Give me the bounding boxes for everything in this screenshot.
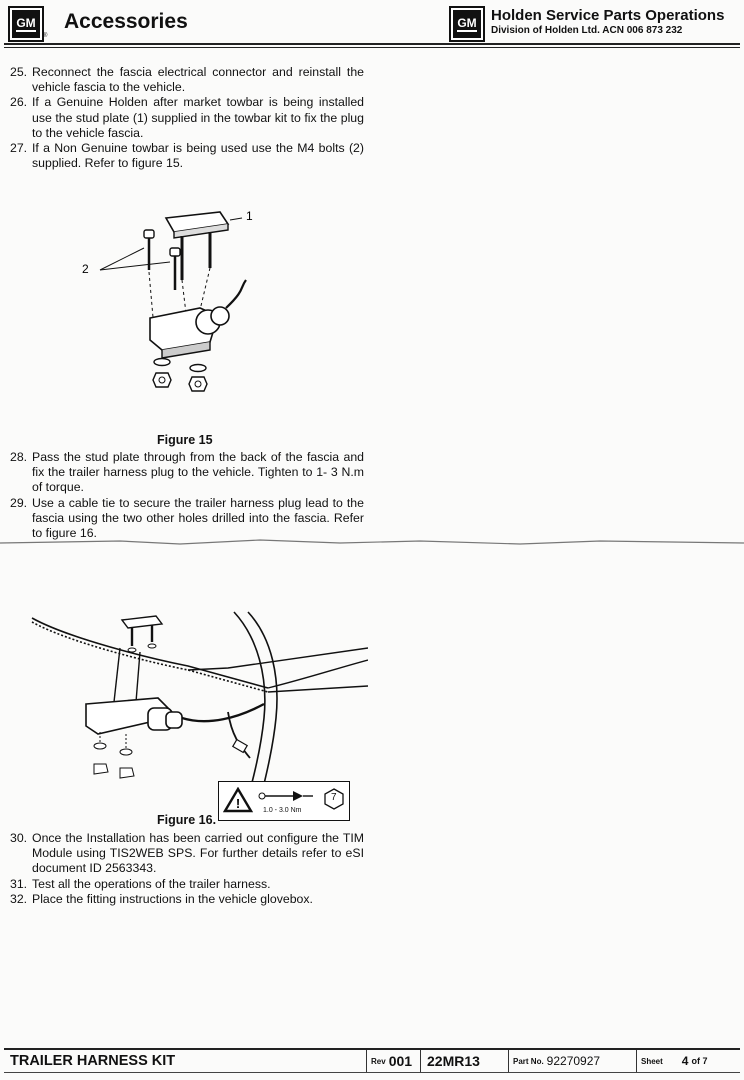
footer-bar — [4, 1048, 740, 1073]
step-31: 31. Test all the operations of the trailer harness. — [10, 876, 271, 891]
part-label: Part No. — [513, 1056, 544, 1066]
step-29: 29. Use a cable tie to secure the trailer harness plug lead to the fascia using the two other holes drilled into the fascia. Refer to figure 16. — [10, 495, 364, 541]
svg-text:!: ! — [235, 796, 241, 811]
org-subtitle: Division of Holden Ltd. ACN 006 873 232 — [491, 25, 683, 36]
footer-date: 22MR13 — [421, 1050, 509, 1072]
step-26: 26. If a Genuine Holden after market towbar is being installed use the stud plate (1) supplied in the towbar kit to fix the plug to the vehicle fascia. — [10, 95, 364, 140]
figure-15-caption: Figure 15 — [157, 433, 213, 447]
step-27: 27. If a Non Genuine towbar is being used use the M4 bolts (2) supplied. Refer to figure 15. — [10, 141, 364, 171]
paper-tear-line — [0, 537, 744, 547]
step-25: 25. Reconnect the fascia electrical connector and reinstall the vehicle fascia to the vehicle. — [10, 65, 364, 95]
page-title: Accessories — [64, 10, 188, 33]
rev-value: 001 — [388, 1053, 413, 1069]
socket-size: 7 — [331, 792, 337, 803]
footer-title: TRAILER HARNESS KIT — [4, 1050, 367, 1072]
rev-label: Rev — [371, 1056, 386, 1066]
gm-logo-right: GM — [449, 6, 485, 42]
step-30: 30. Once the Installation has been carried out configure the TIM Module using TIS2WEB SPS. For further details refer to eSI document ID 2563343. — [10, 831, 364, 876]
steps-group-b — [10, 450, 364, 541]
footer-rev — [367, 1050, 421, 1072]
steps-group-a — [10, 65, 364, 171]
header-rule-thin — [4, 47, 740, 48]
torque-warning-box — [218, 781, 350, 821]
callout-2: 2 — [82, 262, 89, 276]
sheet-value: 4 — [681, 1054, 689, 1068]
registered-mark: ® — [43, 33, 48, 39]
sheet-label: Sheet — [641, 1056, 663, 1066]
footer-part — [509, 1050, 637, 1072]
steps-group-c — [10, 831, 364, 907]
torque-spec: 1.0 - 3.0 Nm — [263, 807, 302, 814]
header-rule — [4, 43, 740, 45]
figure-16-caption: Figure 16. — [157, 813, 217, 827]
footer-sheet — [637, 1050, 736, 1072]
step-28: 28. Pass the stud plate through from the back of the fascia and fix the trailer harness plug to the vehicle. Tighten to 1- 3 N.m of torque. — [10, 450, 364, 495]
figure-15-illustration — [70, 190, 320, 400]
callout-1: 1 — [246, 209, 253, 223]
torque-screwdriver-icon — [257, 786, 317, 806]
gm-logo-left: GM — [8, 6, 44, 42]
warning-triangle-icon — [223, 787, 253, 813]
sheet-of: of 7 — [691, 1056, 708, 1066]
part-value: 92270927 — [546, 1054, 601, 1068]
org-name: Holden Service Parts Operations — [491, 7, 725, 24]
step-32: 32. Place the fitting instructions in the vehicle glovebox. — [10, 891, 313, 906]
